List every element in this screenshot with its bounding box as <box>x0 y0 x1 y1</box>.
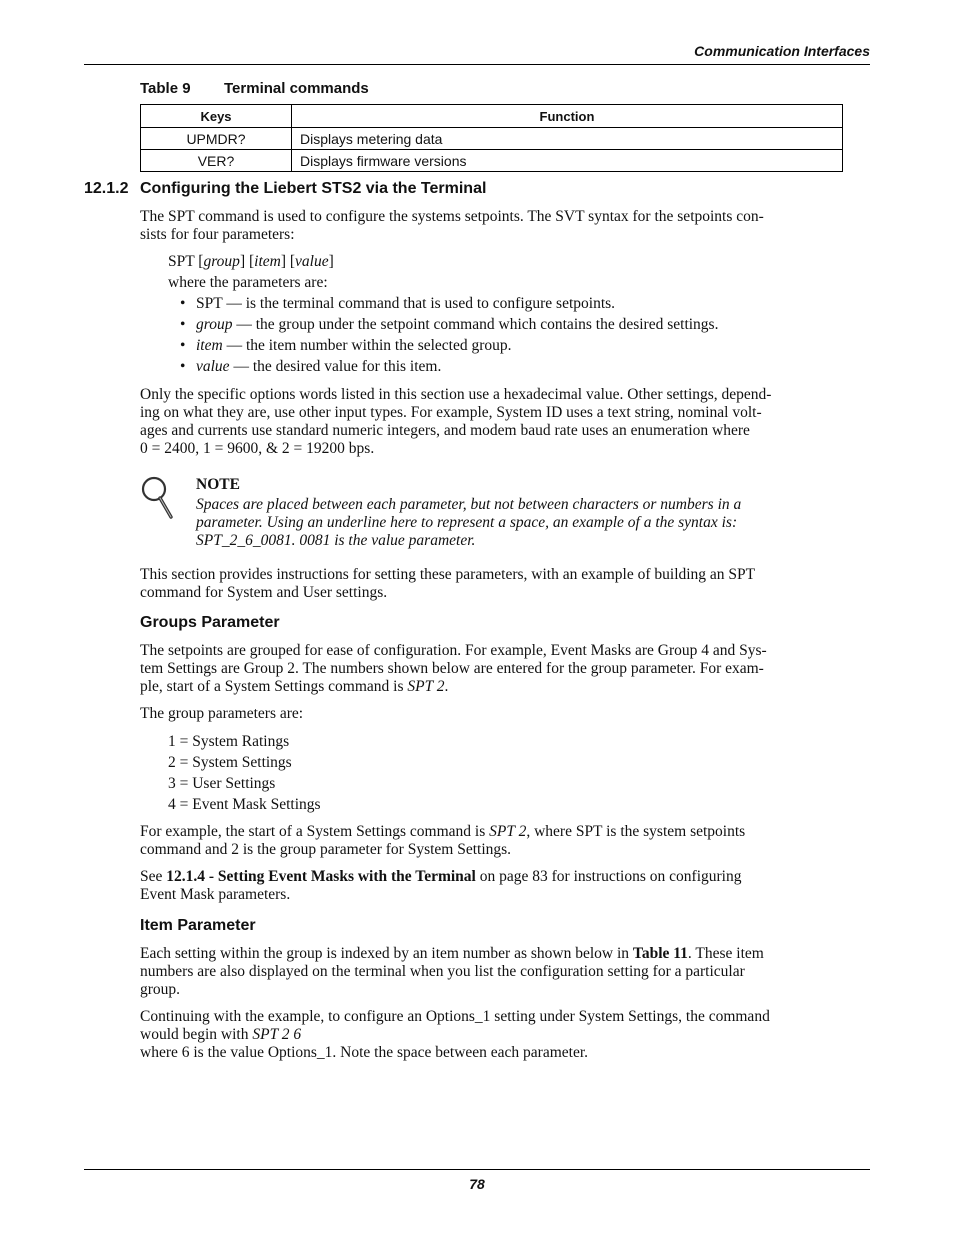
syntax-item: item <box>254 253 281 270</box>
section-title: Configuring the Liebert STS2 via the Terminal <box>140 180 487 197</box>
table-caption <box>140 80 369 97</box>
table-row <box>141 128 843 150</box>
syntax-line <box>168 253 334 271</box>
magnifier-icon <box>140 476 174 520</box>
list-item: • value — the desired value for this item. <box>180 358 442 375</box>
footer-rule <box>84 1169 870 1170</box>
groups-paragraph: The setpoints are grouped for ease of configuration. For example, Event Masks are Group 4 and Sys- tem Settings are Group 2. The numbers shown below are entered for the group parameter. For exam- ple, start of a System Settings command is SPT 2. <box>140 642 767 695</box>
syntax-group: group <box>203 253 240 270</box>
key-cell: UPMDR? <box>141 128 292 150</box>
bullet-icon: • <box>180 358 186 375</box>
list-item: • group — the group under the setpoint command which contains the desired settings. <box>180 316 719 333</box>
table-number: Table 9 <box>140 80 191 97</box>
bullet-icon: • <box>180 337 186 354</box>
list-item: • SPT — is the terminal command that is used to configure setpoints. <box>180 295 616 312</box>
table-title: Terminal commands <box>224 80 369 97</box>
where-line: where the parameters are: <box>168 274 328 291</box>
syntax-value: value <box>295 253 329 270</box>
item-paragraph: Each setting within the group is indexed by an item number as shown below in Table 11. These item numbers are also displayed on the terminal when you list the configuration setting for a particular group. <box>140 945 764 998</box>
groups-heading: Groups Parameter <box>140 614 280 631</box>
note-body: Spaces are placed between each parameter, but not between characters or numbers in a parameter. Using an underline here to represent a space, an example of a the syntax is: SPT_2_6_0081. 0081 is the value parameter. <box>196 496 742 549</box>
cross-reference-link[interactable]: 12.1.4 - Setting Event Masks with the Terminal <box>166 868 476 885</box>
intro-line: sists for four parameters: <box>140 226 295 243</box>
key-cell: VER? <box>141 150 292 172</box>
function-cell: Displays metering data <box>292 128 843 150</box>
column-header-keys: Keys <box>141 105 292 128</box>
note-heading: NOTE <box>196 476 240 493</box>
table-row <box>141 150 843 172</box>
list-item: 3 = User Settings <box>168 775 276 792</box>
section-heading <box>84 180 486 198</box>
header-rule <box>84 64 870 65</box>
syntax-end: ] <box>328 253 334 270</box>
terminal-commands-table <box>140 104 843 172</box>
groups-list-intro: The group parameters are: <box>140 705 304 722</box>
instructions-paragraph: This section provides instructions for setting these parameters, with an example of building an SPT command for System and User settings. <box>140 566 756 601</box>
table-header-row <box>141 105 843 128</box>
bullet-icon: • <box>180 295 186 312</box>
see-reference-paragraph: See 12.1.4 - Setting Event Masks with the Terminal on page 83 for instructions on configuring Event Mask parameters. <box>140 868 742 903</box>
running-header: Communication Interfaces <box>694 43 870 59</box>
list-item: 2 = System Settings <box>168 754 292 771</box>
list-item: 4 = Event Mask Settings <box>168 796 321 813</box>
intro-paragraph <box>140 208 870 244</box>
syntax-sep: ] [ <box>239 253 255 270</box>
options-paragraph: Only the specific options words listed in this section use a hexadecimal value. Other settings, depend- ing on what they are, use other input types. For example, System ID uses a text string, nominal volt- ages and currents use standard numeric integers, and modem baud rate uses an enumeration where 0 = 2400, 1 = 9600, & 2 = 19200 bps. <box>140 386 772 457</box>
section-number: 12.1.2 <box>84 180 129 197</box>
column-header-function: Function <box>292 105 843 128</box>
intro-line: The SPT command is used to configure the systems setpoints. The SVT syntax for the setpoints con- <box>140 208 764 225</box>
syntax-sep: ] [ <box>280 253 296 270</box>
item-example-paragraph: Continuing with the example, to configure an Options_1 setting under System Settings, the command would begin with SPT 2 6 where 6 is the value Options_1. Note the space between each parameter. <box>140 1008 770 1061</box>
table-reference-link[interactable]: Table 11 <box>632 945 688 962</box>
item-heading: Item Parameter <box>140 917 256 934</box>
page-number: 78 <box>469 1176 485 1192</box>
bullet-icon: • <box>180 316 186 333</box>
function-cell: Displays firmware versions <box>292 150 843 172</box>
list-item: • item — the item number within the selected group. <box>180 337 512 354</box>
syntax-cmd: SPT [ <box>168 253 204 270</box>
groups-example-paragraph: For example, the start of a System Settings command is SPT 2, where SPT is the system setpoints command and 2 is the group parameter for System Settings. <box>140 823 746 858</box>
list-item: 1 = System Ratings <box>168 733 290 750</box>
